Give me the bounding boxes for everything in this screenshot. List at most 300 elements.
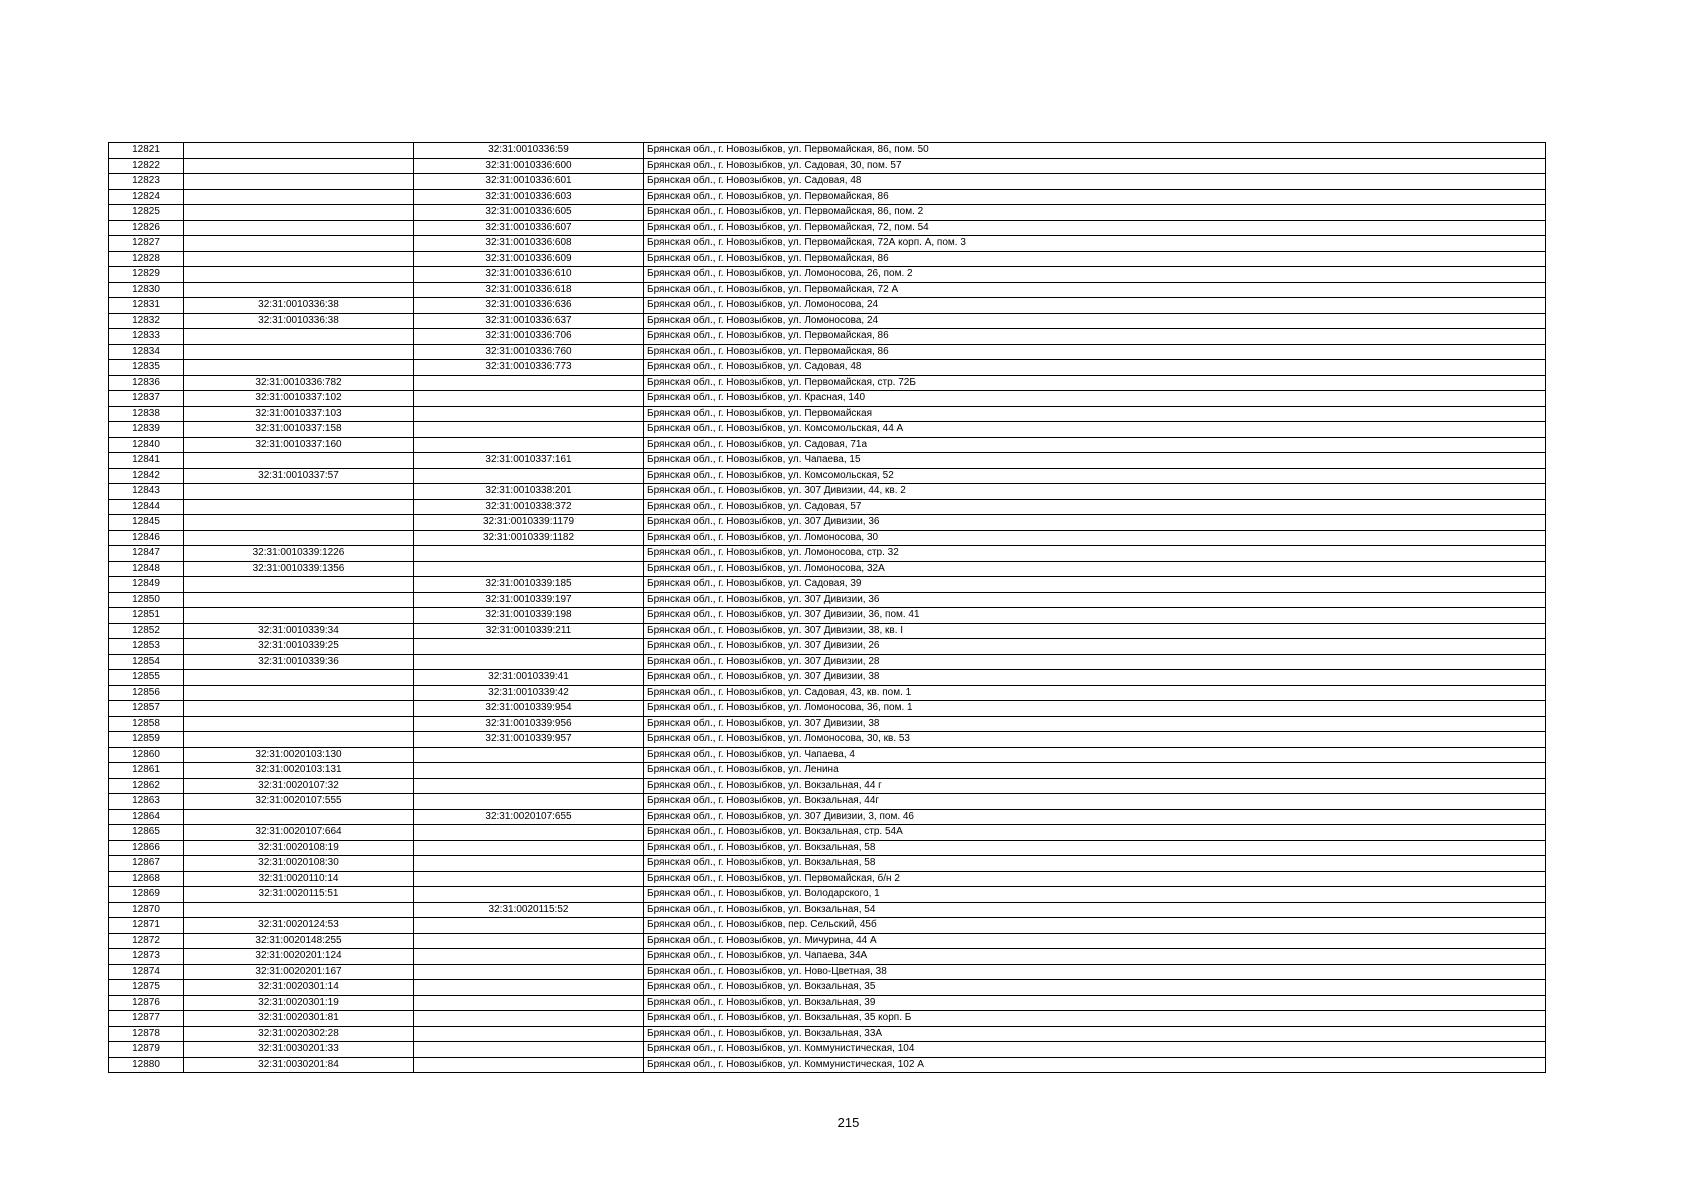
land-cadastral-number-cell: 32:31:0020302:28: [184, 1026, 414, 1042]
object-cadastral-number-cell: 32:31:0010339:197: [414, 592, 644, 608]
table-row: [109, 174, 1546, 190]
object-cadastral-number-cell: [414, 1011, 644, 1027]
table-row: [109, 949, 1546, 965]
land-cadastral-number-cell: [184, 484, 414, 500]
land-cadastral-number-cell: 32:31:0020107:664: [184, 825, 414, 841]
land-cadastral-number-cell: 32:31:0020108:19: [184, 840, 414, 856]
object-cadastral-number-cell: 32:31:0010339:211: [414, 623, 644, 639]
row-number-cell: 12849: [109, 577, 184, 593]
object-cadastral-number-cell: 32:31:0010336:603: [414, 189, 644, 205]
table-row: [109, 344, 1546, 360]
object-cadastral-number-cell: 32:31:0010339:956: [414, 716, 644, 732]
address-cell: Брянская обл., г. Новозыбков, ул. Первомайская, 86: [644, 189, 1546, 205]
row-number-cell: 12860: [109, 747, 184, 763]
row-number-cell: 12872: [109, 933, 184, 949]
address-cell: Брянская обл., г. Новозыбков, ул. Ново-Цветная, 38: [644, 964, 1546, 980]
row-number-cell: 12836: [109, 375, 184, 391]
row-number-cell: 12830: [109, 282, 184, 298]
object-cadastral-number-cell: [414, 747, 644, 763]
address-cell: Брянская обл., г. Новозыбков, ул. Первомайская, 86, пом. 50: [644, 143, 1546, 159]
object-cadastral-number-cell: [414, 871, 644, 887]
table-row: [109, 143, 1546, 159]
address-cell: Брянская обл., г. Новозыбков, ул. Вокзальная, 33А: [644, 1026, 1546, 1042]
row-number-cell: 12825: [109, 205, 184, 221]
row-number-cell: 12859: [109, 732, 184, 748]
land-cadastral-number-cell: 32:31:0010339:1226: [184, 546, 414, 562]
land-cadastral-number-cell: 32:31:0010336:38: [184, 298, 414, 314]
object-cadastral-number-cell: [414, 794, 644, 810]
land-cadastral-number-cell: 32:31:0010339:36: [184, 654, 414, 670]
address-cell: Брянская обл., г. Новозыбков, ул. Садовая, 48: [644, 360, 1546, 376]
land-cadastral-number-cell: [184, 360, 414, 376]
object-cadastral-number-cell: [414, 561, 644, 577]
land-cadastral-number-cell: [184, 499, 414, 515]
table-row: [109, 220, 1546, 236]
address-cell: Брянская обл., г. Новозыбков, ул. Коммунистическая, 104: [644, 1042, 1546, 1058]
object-cadastral-number-cell: [414, 468, 644, 484]
address-cell: Брянская обл., г. Новозыбков, ул. Мичурина, 44 А: [644, 933, 1546, 949]
land-cadastral-number-cell: [184, 205, 414, 221]
table-row: [109, 422, 1546, 438]
row-number-cell: 12837: [109, 391, 184, 407]
land-cadastral-number-cell: [184, 902, 414, 918]
address-cell: Брянская обл., г. Новозыбков, ул. Садовая, 71а: [644, 437, 1546, 453]
table-row: [109, 964, 1546, 980]
land-cadastral-number-cell: 32:31:0020115:51: [184, 887, 414, 903]
object-cadastral-number-cell: 32:31:0010336:607: [414, 220, 644, 236]
land-cadastral-number-cell: 32:31:0010339:34: [184, 623, 414, 639]
table-row: [109, 298, 1546, 314]
row-number-cell: 12850: [109, 592, 184, 608]
table-row: [109, 701, 1546, 717]
land-cadastral-number-cell: 32:31:0020107:555: [184, 794, 414, 810]
table-row: [109, 251, 1546, 267]
row-number-cell: 12844: [109, 499, 184, 515]
address-cell: Брянская обл., г. Новозыбков, ул. Ломоносова, 36, пом. 1: [644, 701, 1546, 717]
address-cell: Брянская обл., г. Новозыбков, ул. Чапаева, 15: [644, 453, 1546, 469]
table-row: [109, 887, 1546, 903]
object-cadastral-number-cell: 32:31:0010336:760: [414, 344, 644, 360]
object-cadastral-number-cell: 32:31:0020107:655: [414, 809, 644, 825]
row-number-cell: 12869: [109, 887, 184, 903]
address-cell: Брянская обл., г. Новозыбков, ул. Ломоносова, стр. 32: [644, 546, 1546, 562]
table-row: [109, 933, 1546, 949]
table-row: [109, 794, 1546, 810]
land-cadastral-number-cell: [184, 143, 414, 159]
row-number-cell: 12873: [109, 949, 184, 965]
land-cadastral-number-cell: [184, 592, 414, 608]
table-row: [109, 313, 1546, 329]
row-number-cell: 12822: [109, 158, 184, 174]
land-cadastral-number-cell: 32:31:0010337:158: [184, 422, 414, 438]
row-number-cell: 12858: [109, 716, 184, 732]
table-row: [109, 530, 1546, 546]
row-number-cell: 12848: [109, 561, 184, 577]
registry-table: [108, 142, 1546, 1073]
address-cell: Брянская обл., г. Новозыбков, ул. 307 Дивизии, 44, кв. 2: [644, 484, 1546, 500]
row-number-cell: 12828: [109, 251, 184, 267]
object-cadastral-number-cell: 32:31:0010336:601: [414, 174, 644, 190]
object-cadastral-number-cell: 32:31:0010336:608: [414, 236, 644, 252]
object-cadastral-number-cell: 32:31:0010338:372: [414, 499, 644, 515]
registry-table-body: [109, 143, 1546, 1073]
address-cell: Брянская обл., г. Новозыбков, ул. Первомайская, 72А корп. А, пом. 3: [644, 236, 1546, 252]
address-cell: Брянская обл., г. Новозыбков, ул. Вокзальная, стр. 54А: [644, 825, 1546, 841]
table-row: [109, 809, 1546, 825]
object-cadastral-number-cell: 32:31:0010339:41: [414, 670, 644, 686]
object-cadastral-number-cell: 32:31:0010337:161: [414, 453, 644, 469]
land-cadastral-number-cell: 32:31:0020103:131: [184, 763, 414, 779]
land-cadastral-number-cell: 32:31:0020201:167: [184, 964, 414, 980]
address-cell: Брянская обл., г. Новозыбков, ул. Первомайская, 72 А: [644, 282, 1546, 298]
address-cell: Брянская обл., г. Новозыбков, ул. Вокзальная, 35: [644, 980, 1546, 996]
land-cadastral-number-cell: [184, 608, 414, 624]
row-number-cell: 12853: [109, 639, 184, 655]
row-number-cell: 12823: [109, 174, 184, 190]
table-row: [109, 1057, 1546, 1073]
row-number-cell: 12846: [109, 530, 184, 546]
object-cadastral-number-cell: 32:31:0010339:957: [414, 732, 644, 748]
address-cell: Брянская обл., г. Новозыбков, ул. Вокзальная, 35 корп. Б: [644, 1011, 1546, 1027]
table-row: [109, 468, 1546, 484]
object-cadastral-number-cell: 32:31:0010336:609: [414, 251, 644, 267]
object-cadastral-number-cell: [414, 887, 644, 903]
object-cadastral-number-cell: [414, 406, 644, 422]
row-number-cell: 12879: [109, 1042, 184, 1058]
table-row: [109, 685, 1546, 701]
address-cell: Брянская обл., г. Новозыбков, ул. Первомайская, стр. 72Б: [644, 375, 1546, 391]
object-cadastral-number-cell: 32:31:0010336:600: [414, 158, 644, 174]
table-row: [109, 1011, 1546, 1027]
address-cell: Брянская обл., г. Новозыбков, ул. Садовая, 48: [644, 174, 1546, 190]
table-row: [109, 778, 1546, 794]
object-cadastral-number-cell: 32:31:0010336:637: [414, 313, 644, 329]
address-cell: Брянская обл., г. Новозыбков, ул. Коммунистическая, 102 А: [644, 1057, 1546, 1073]
table-row: [109, 639, 1546, 655]
address-cell: Брянская обл., г. Новозыбков, ул. 307 Дивизии, 26: [644, 639, 1546, 655]
row-number-cell: 12827: [109, 236, 184, 252]
land-cadastral-number-cell: 32:31:0020301:81: [184, 1011, 414, 1027]
row-number-cell: 12824: [109, 189, 184, 205]
land-cadastral-number-cell: 32:31:0020301:14: [184, 980, 414, 996]
land-cadastral-number-cell: [184, 189, 414, 205]
address-cell: Брянская обл., г. Новозыбков, ул. Вокзальная, 54: [644, 902, 1546, 918]
row-number-cell: 12840: [109, 437, 184, 453]
land-cadastral-number-cell: [184, 251, 414, 267]
row-number-cell: 12829: [109, 267, 184, 283]
address-cell: Брянская обл., г. Новозыбков, ул. 307 Дивизии, 38, кв. I: [644, 623, 1546, 639]
address-cell: Брянская обл., г. Новозыбков, ул. Ломоносова, 24: [644, 298, 1546, 314]
object-cadastral-number-cell: 32:31:0010339:198: [414, 608, 644, 624]
table-row: [109, 856, 1546, 872]
row-number-cell: 12878: [109, 1026, 184, 1042]
row-number-cell: 12866: [109, 840, 184, 856]
row-number-cell: 12821: [109, 143, 184, 159]
object-cadastral-number-cell: [414, 654, 644, 670]
land-cadastral-number-cell: [184, 685, 414, 701]
land-cadastral-number-cell: 32:31:0010336:782: [184, 375, 414, 391]
page-number: 215: [837, 1115, 860, 1130]
address-cell: Брянская обл., г. Новозыбков, ул. Комсомольская, 44 А: [644, 422, 1546, 438]
row-number-cell: 12867: [109, 856, 184, 872]
land-cadastral-number-cell: [184, 453, 414, 469]
object-cadastral-number-cell: [414, 546, 644, 562]
address-cell: Брянская обл., г. Новозыбков, ул. Комсомольская, 52: [644, 468, 1546, 484]
table-row: [109, 623, 1546, 639]
address-cell: Брянская обл., г. Новозыбков, ул. Первомайская, 86: [644, 344, 1546, 360]
table-row: [109, 375, 1546, 391]
table-row: [109, 484, 1546, 500]
row-number-cell: 12861: [109, 763, 184, 779]
row-number-cell: 12875: [109, 980, 184, 996]
address-cell: Брянская обл., г. Новозыбков, ул. Садовая, 39: [644, 577, 1546, 593]
object-cadastral-number-cell: 32:31:0010339:954: [414, 701, 644, 717]
row-number-cell: 12831: [109, 298, 184, 314]
land-cadastral-number-cell: [184, 530, 414, 546]
land-cadastral-number-cell: [184, 282, 414, 298]
object-cadastral-number-cell: [414, 980, 644, 996]
object-cadastral-number-cell: [414, 375, 644, 391]
land-cadastral-number-cell: [184, 577, 414, 593]
object-cadastral-number-cell: [414, 1042, 644, 1058]
table-row: [109, 654, 1546, 670]
table-row: [109, 453, 1546, 469]
land-cadastral-number-cell: 32:31:0010337:103: [184, 406, 414, 422]
row-number-cell: 12843: [109, 484, 184, 500]
address-cell: Брянская обл., г. Новозыбков, ул. Вокзальная, 58: [644, 856, 1546, 872]
object-cadastral-number-cell: [414, 422, 644, 438]
row-number-cell: 12839: [109, 422, 184, 438]
object-cadastral-number-cell: 32:31:0020115:52: [414, 902, 644, 918]
object-cadastral-number-cell: [414, 949, 644, 965]
object-cadastral-number-cell: 32:31:0010339:185: [414, 577, 644, 593]
address-cell: Брянская обл., г. Новозыбков, ул. 307 Дивизии, 38: [644, 670, 1546, 686]
table-row: [109, 825, 1546, 841]
table-row: [109, 515, 1546, 531]
land-cadastral-number-cell: 32:31:0010339:25: [184, 639, 414, 655]
object-cadastral-number-cell: [414, 995, 644, 1011]
row-number-cell: 12842: [109, 468, 184, 484]
address-cell: Брянская обл., г. Новозыбков, ул. Садовая, 30, пом. 57: [644, 158, 1546, 174]
object-cadastral-number-cell: 32:31:0010339:42: [414, 685, 644, 701]
land-cadastral-number-cell: 32:31:0010337:102: [184, 391, 414, 407]
row-number-cell: 12838: [109, 406, 184, 422]
row-number-cell: 12834: [109, 344, 184, 360]
object-cadastral-number-cell: 32:31:0010338:201: [414, 484, 644, 500]
row-number-cell: 12865: [109, 825, 184, 841]
land-cadastral-number-cell: [184, 344, 414, 360]
table-row: [109, 732, 1546, 748]
table-row: [109, 1042, 1546, 1058]
table-row: [109, 980, 1546, 996]
land-cadastral-number-cell: [184, 732, 414, 748]
object-cadastral-number-cell: 32:31:0010336:618: [414, 282, 644, 298]
object-cadastral-number-cell: [414, 933, 644, 949]
address-cell: Брянская обл., г. Новозыбков, ул. Вокзальная, 58: [644, 840, 1546, 856]
row-number-cell: 12833: [109, 329, 184, 345]
address-cell: Брянская обл., г. Новозыбков, ул. Ломоносова, 30: [644, 530, 1546, 546]
object-cadastral-number-cell: [414, 825, 644, 841]
address-cell: Брянская обл., г. Новозыбков, ул. Вокзальная, 39: [644, 995, 1546, 1011]
address-cell: Брянская обл., г. Новозыбков, ул. Чапаева, 4: [644, 747, 1546, 763]
address-cell: Брянская обл., г. Новозыбков, ул. Вокзальная, 44 г: [644, 778, 1546, 794]
address-cell: Брянская обл., г. Новозыбков, ул. Чапаева, 34А: [644, 949, 1546, 965]
land-cadastral-number-cell: 32:31:0020148:255: [184, 933, 414, 949]
object-cadastral-number-cell: [414, 964, 644, 980]
table-row: [109, 716, 1546, 732]
row-number-cell: 12877: [109, 1011, 184, 1027]
object-cadastral-number-cell: [414, 778, 644, 794]
table-row: [109, 1026, 1546, 1042]
object-cadastral-number-cell: 32:31:0010336:605: [414, 205, 644, 221]
land-cadastral-number-cell: [184, 267, 414, 283]
object-cadastral-number-cell: 32:31:0010339:1182: [414, 530, 644, 546]
land-cadastral-number-cell: [184, 174, 414, 190]
object-cadastral-number-cell: 32:31:0010336:706: [414, 329, 644, 345]
address-cell: Брянская обл., г. Новозыбков, ул. Красная, 140: [644, 391, 1546, 407]
address-cell: Брянская обл., г. Новозыбков, ул. Первомайская, 86: [644, 251, 1546, 267]
table-row: [109, 592, 1546, 608]
row-number-cell: 12826: [109, 220, 184, 236]
address-cell: Брянская обл., г. Новозыбков, ул. 307 Дивизии, 28: [644, 654, 1546, 670]
row-number-cell: 12862: [109, 778, 184, 794]
land-cadastral-number-cell: 32:31:0010337:57: [184, 468, 414, 484]
row-number-cell: 12832: [109, 313, 184, 329]
row-number-cell: 12880: [109, 1057, 184, 1073]
object-cadastral-number-cell: [414, 840, 644, 856]
land-cadastral-number-cell: 32:31:0010339:1356: [184, 561, 414, 577]
address-cell: Брянская обл., г. Новозыбков, ул. 307 Дивизии, 36: [644, 515, 1546, 531]
row-number-cell: 12855: [109, 670, 184, 686]
row-number-cell: 12871: [109, 918, 184, 934]
object-cadastral-number-cell: 32:31:0010339:1179: [414, 515, 644, 531]
address-cell: Брянская обл., г. Новозыбков, ул. Ломоносова, 30, кв. 53: [644, 732, 1546, 748]
land-cadastral-number-cell: 32:31:0020103:130: [184, 747, 414, 763]
table-row: [109, 158, 1546, 174]
table-row: [109, 236, 1546, 252]
row-number-cell: 12851: [109, 608, 184, 624]
object-cadastral-number-cell: [414, 856, 644, 872]
table-row: [109, 871, 1546, 887]
table-row: [109, 840, 1546, 856]
land-cadastral-number-cell: [184, 220, 414, 236]
object-cadastral-number-cell: [414, 437, 644, 453]
table-row: [109, 995, 1546, 1011]
land-cadastral-number-cell: 32:31:0030201:33: [184, 1042, 414, 1058]
address-cell: Брянская обл., г. Новозыбков, ул. Первомайская, 86: [644, 329, 1546, 345]
address-cell: Брянская обл., г. Новозыбков, ул. Садовая, 43, кв. пом. 1: [644, 685, 1546, 701]
address-cell: Брянская обл., г. Новозыбков, ул. 307 Дивизии, 36, пом. 41: [644, 608, 1546, 624]
row-number-cell: 12874: [109, 964, 184, 980]
table-row: [109, 282, 1546, 298]
table-row: [109, 391, 1546, 407]
address-cell: Брянская обл., г. Новозыбков, пер. Сельский, 45б: [644, 918, 1546, 934]
object-cadastral-number-cell: [414, 391, 644, 407]
object-cadastral-number-cell: [414, 1057, 644, 1073]
address-cell: Брянская обл., г. Новозыбков, ул. Ломоносова, 24: [644, 313, 1546, 329]
address-cell: Брянская обл., г. Новозыбков, ул. Ломоносова, 26, пом. 2: [644, 267, 1546, 283]
land-cadastral-number-cell: 32:31:0020107:32: [184, 778, 414, 794]
object-cadastral-number-cell: [414, 763, 644, 779]
row-number-cell: 12852: [109, 623, 184, 639]
land-cadastral-number-cell: [184, 701, 414, 717]
address-cell: Брянская обл., г. Новозыбков, ул. 307 Дивизии, 3, пом. 46: [644, 809, 1546, 825]
row-number-cell: 12854: [109, 654, 184, 670]
table-row: [109, 546, 1546, 562]
object-cadastral-number-cell: [414, 1026, 644, 1042]
object-cadastral-number-cell: [414, 639, 644, 655]
row-number-cell: 12835: [109, 360, 184, 376]
land-cadastral-number-cell: 32:31:0030201:84: [184, 1057, 414, 1073]
address-cell: Брянская обл., г. Новозыбков, ул. Первомайская, 72, пом. 54: [644, 220, 1546, 236]
land-cadastral-number-cell: [184, 670, 414, 686]
address-cell: Брянская обл., г. Новозыбков, ул. Садовая, 57: [644, 499, 1546, 515]
table-row: [109, 267, 1546, 283]
table-row: [109, 763, 1546, 779]
address-cell: Брянская обл., г. Новозыбков, ул. 307 Дивизии, 38: [644, 716, 1546, 732]
land-cadastral-number-cell: [184, 158, 414, 174]
object-cadastral-number-cell: 32:31:0010336:773: [414, 360, 644, 376]
land-cadastral-number-cell: 32:31:0020110:14: [184, 871, 414, 887]
table-row: [109, 747, 1546, 763]
address-cell: Брянская обл., г. Новозыбков, ул. Ломоносова, 32А: [644, 561, 1546, 577]
address-cell: Брянская обл., г. Новозыбков, ул. Первомайская: [644, 406, 1546, 422]
land-cadastral-number-cell: [184, 809, 414, 825]
object-cadastral-number-cell: 32:31:0010336:636: [414, 298, 644, 314]
land-cadastral-number-cell: [184, 236, 414, 252]
table-row: [109, 205, 1546, 221]
land-cadastral-number-cell: 32:31:0020201:124: [184, 949, 414, 965]
object-cadastral-number-cell: [414, 918, 644, 934]
table-row: [109, 499, 1546, 515]
address-cell: Брянская обл., г. Новозыбков, ул. Первомайская, 86, пом. 2: [644, 205, 1546, 221]
row-number-cell: 12876: [109, 995, 184, 1011]
row-number-cell: 12863: [109, 794, 184, 810]
land-cadastral-number-cell: 32:31:0020108:30: [184, 856, 414, 872]
land-cadastral-number-cell: 32:31:0010337:160: [184, 437, 414, 453]
row-number-cell: 12845: [109, 515, 184, 531]
row-number-cell: 12868: [109, 871, 184, 887]
table-row: [109, 329, 1546, 345]
address-cell: Брянская обл., г. Новозыбков, ул. 307 Дивизии, 36: [644, 592, 1546, 608]
row-number-cell: 12847: [109, 546, 184, 562]
table-row: [109, 437, 1546, 453]
row-number-cell: 12870: [109, 902, 184, 918]
land-cadastral-number-cell: [184, 515, 414, 531]
table-row: [109, 902, 1546, 918]
address-cell: Брянская обл., г. Новозыбков, ул. Ленина: [644, 763, 1546, 779]
land-cadastral-number-cell: [184, 716, 414, 732]
row-number-cell: 12857: [109, 701, 184, 717]
table-row: [109, 360, 1546, 376]
land-cadastral-number-cell: 32:31:0020124:53: [184, 918, 414, 934]
address-cell: Брянская обл., г. Новозыбков, ул. Первомайская, б/н 2: [644, 871, 1546, 887]
land-cadastral-number-cell: 32:31:0020301:19: [184, 995, 414, 1011]
row-number-cell: 12856: [109, 685, 184, 701]
object-cadastral-number-cell: 32:31:0010336:610: [414, 267, 644, 283]
row-number-cell: 12841: [109, 453, 184, 469]
land-cadastral-number-cell: [184, 329, 414, 345]
address-cell: Брянская обл., г. Новозыбков, ул. Володарского, 1: [644, 887, 1546, 903]
table-row: [109, 670, 1546, 686]
address-cell: Брянская обл., г. Новозыбков, ул. Вокзальная, 44г: [644, 794, 1546, 810]
table-row: [109, 189, 1546, 205]
table-row: [109, 561, 1546, 577]
row-number-cell: 12864: [109, 809, 184, 825]
table-row: [109, 608, 1546, 624]
land-cadastral-number-cell: 32:31:0010336:38: [184, 313, 414, 329]
table-row: [109, 577, 1546, 593]
